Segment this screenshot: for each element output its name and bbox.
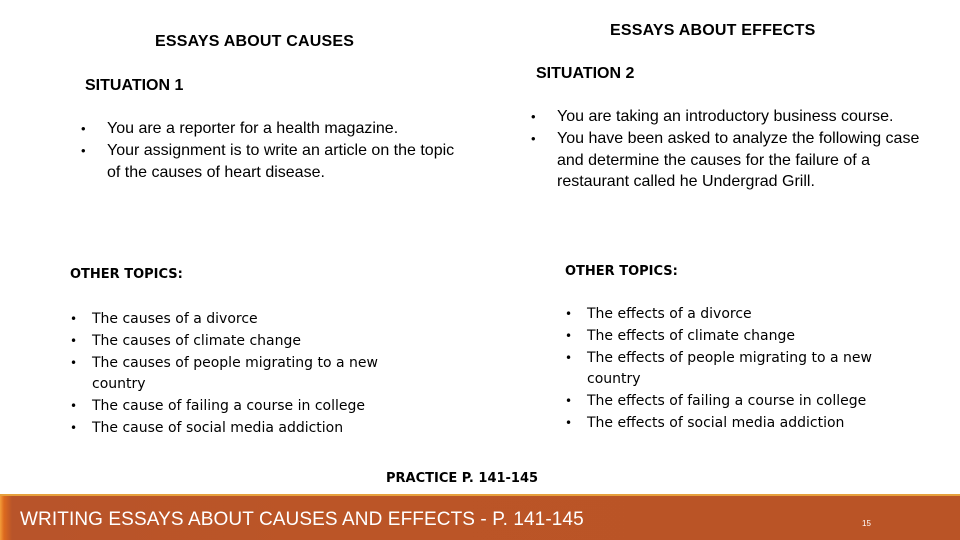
list-item: • Your assignment is to write an article on the topic of the causes of heart disease. — [81, 140, 461, 184]
list-item: • The effects of climate change — [563, 326, 923, 348]
causes-topics-list — [68, 309, 418, 440]
list-item: • The effects of people migrating to a new country — [563, 348, 923, 392]
situation-1-label: SITUATION 1 — [85, 77, 184, 94]
situation-2-label: SITUATION 2 — [536, 65, 635, 82]
effects-other-topics-label: OTHER TOPICS: — [565, 264, 678, 279]
page-number: 15 — [862, 519, 871, 528]
list-item: • The cause of failing a course in college — [68, 396, 418, 418]
footer-title: WRITING ESSAYS ABOUT CAUSES AND EFFECTS - P. 141-145 — [20, 509, 584, 530]
list-item: • You have been asked to analyze the following case and determine the causes for the failure of a restaurant called he Undergrad Grill. — [531, 128, 926, 193]
list-item: • The causes of climate change — [68, 331, 418, 353]
list-item: • The effects of failing a course in college — [563, 391, 923, 413]
causes-heading: ESSAYS ABOUT CAUSES — [155, 33, 355, 50]
practice-note: PRACTICE P. 141-145 — [386, 471, 539, 486]
list-item: • The cause of social media addiction — [68, 418, 418, 440]
list-item: • The effects of social media addiction — [563, 413, 923, 435]
effects-topics-list — [563, 304, 923, 435]
list-item: • The effects of a divorce — [563, 304, 923, 326]
list-item: • The causes of a divorce — [68, 309, 418, 331]
effects-heading: ESSAYS ABOUT EFFECTS — [610, 22, 816, 39]
list-item: • The causes of people migrating to a new country — [68, 353, 418, 397]
causes-other-topics-label: OTHER TOPICS: — [70, 267, 183, 282]
situation-2-bullets — [531, 106, 926, 193]
situation-1-bullets — [81, 118, 461, 183]
list-item: • You are taking an introductory business course. — [531, 106, 926, 128]
list-item: • You are a reporter for a health magazine. — [81, 118, 461, 140]
